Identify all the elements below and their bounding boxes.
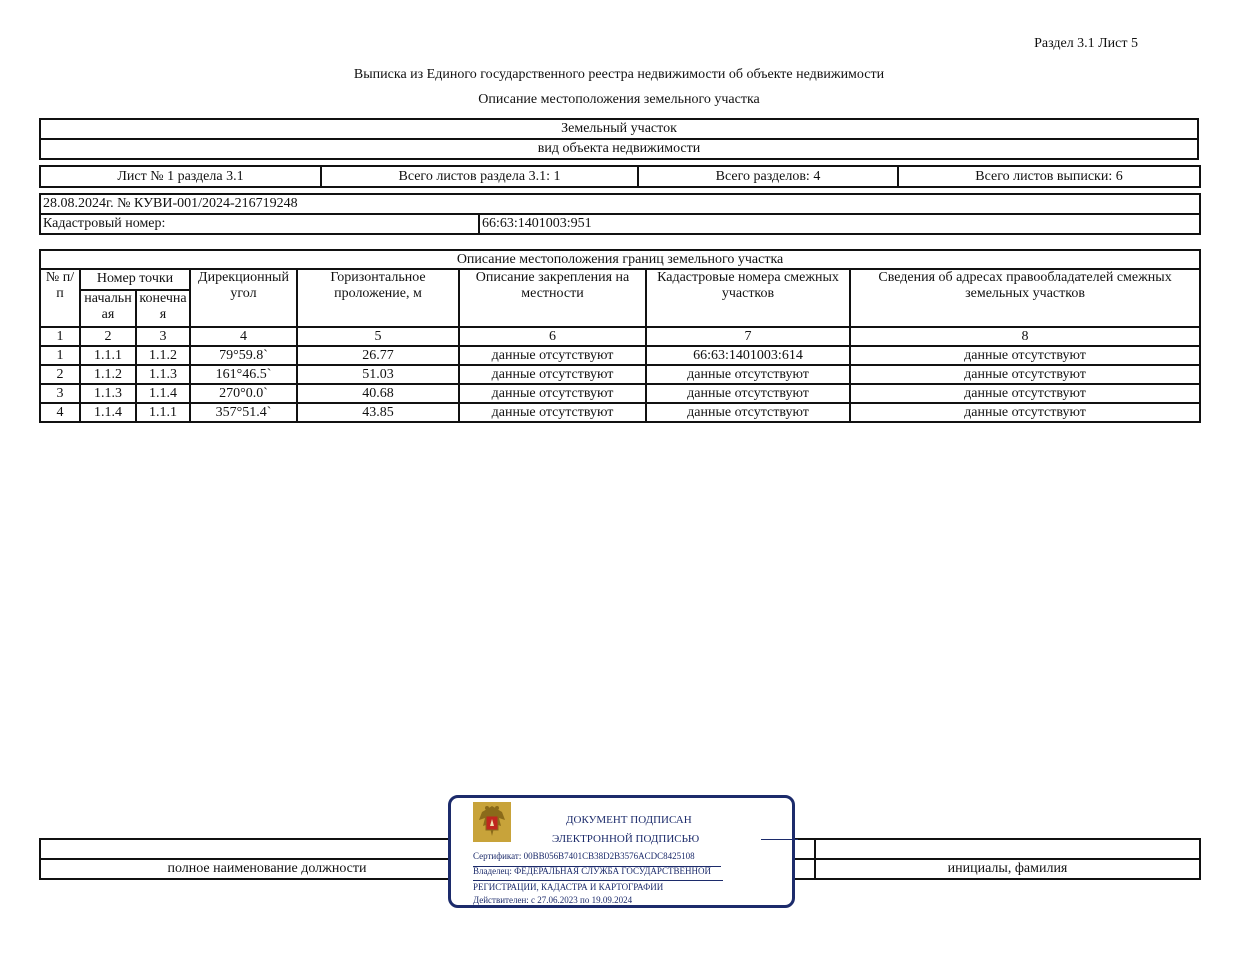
table-row [40, 346, 1200, 365]
cell: 2 [40, 365, 80, 384]
col-number: 3 [136, 327, 190, 346]
stamp-rule [761, 839, 798, 840]
col-number: 2 [80, 327, 136, 346]
cell: 1.1.4 [80, 403, 136, 422]
cell: данные отсутствуют [850, 403, 1200, 422]
name-caption: инициалы, фамилия [815, 859, 1200, 879]
header-fixing: Описание закрепления на местности [459, 269, 646, 327]
e-signature-stamp [448, 795, 795, 908]
stamp-title-1: ДОКУМЕНТ ПОДПИСАН [566, 814, 692, 826]
position-field [40, 839, 494, 859]
cell: 43.85 [297, 403, 459, 422]
cell: 3 [40, 384, 80, 403]
document-title: Выписка из Единого государственного реестра недвижимости об объекте недвижимости [353, 67, 885, 82]
col-number: 4 [190, 327, 297, 346]
record-info-table [39, 193, 1201, 235]
header-start: начальная [80, 290, 136, 327]
cell: данные отсутствуют [459, 346, 646, 365]
stamp-owner-2: РЕГИСТРАЦИИ, КАДАСТРА И КАРТОГРАФИИ [473, 882, 664, 892]
header-end: конечная [136, 290, 190, 327]
total-sheets: Всего листов выписки: 6 [898, 166, 1200, 187]
coat-of-arms-icon [473, 802, 511, 842]
cell: данные отсутствуют [850, 346, 1200, 365]
record-date-number: 28.08.2024г. № КУВИ-001/2024-216719248 [40, 194, 1200, 214]
header-distance: Горизонтальное проложение, м [297, 269, 459, 327]
col-number: 8 [850, 327, 1200, 346]
cell: 4 [40, 403, 80, 422]
name-field [815, 839, 1200, 859]
object-type-caption: вид объекта недвижимости [40, 139, 1198, 159]
stamp-valid: Действителен: с 27.06.2023 по 19.09.2024 [473, 895, 633, 905]
stamp-rule [473, 880, 723, 881]
cell: 51.03 [297, 365, 459, 384]
cell: данные отсутствуют [646, 384, 850, 403]
object-type: Земельный участок [40, 119, 1198, 139]
sheet-number: Лист № 1 раздела 3.1 [40, 166, 321, 187]
header-neighbors: Кадастровые номера смежных участков [646, 269, 850, 327]
cell: данные отсутствуют [646, 365, 850, 384]
cell: 26.77 [297, 346, 459, 365]
header-angle: Дирекционный угол [190, 269, 297, 327]
header-addresses: Сведения об адресах правообладателей смежных земельных участков [850, 269, 1200, 327]
table-row [40, 384, 1200, 403]
cell: данные отсутствуют [459, 403, 646, 422]
table-row [40, 403, 1200, 422]
cell: 1.1.2 [80, 365, 136, 384]
total-sections: Всего разделов: 4 [638, 166, 898, 187]
cell: 270°0.0` [190, 384, 297, 403]
cell: 1.1.2 [136, 346, 190, 365]
total-section-sheets: Всего листов раздела 3.1: 1 [321, 166, 638, 187]
cell: 1.1.3 [80, 384, 136, 403]
cadastral-label: Кадастровый номер: [40, 214, 479, 234]
stamp-certificate: Сертификат: 00BB056B7401CB38D2B3576ACDC8425108 [473, 851, 695, 861]
object-type-table [39, 118, 1199, 160]
stamp-owner: Владелец: ФЕДЕРАЛЬНАЯ СЛУЖБА ГОСУДАРСТВЕННОЙ [473, 866, 712, 876]
cell: 79°59.8` [190, 346, 297, 365]
stamp-title-2: ЭЛЕКТРОННОЙ ПОДПИСЬЮ [552, 833, 700, 845]
cell: 1.1.1 [136, 403, 190, 422]
table-row [40, 365, 1200, 384]
boundaries-title: Описание местоположения границ земельного участка [40, 250, 1200, 269]
col-number: 1 [40, 327, 80, 346]
cell: 161°46.5` [190, 365, 297, 384]
cell: данные отсутствуют [850, 365, 1200, 384]
boundaries-table [39, 249, 1201, 423]
cell: 1 [40, 346, 80, 365]
col-number: 6 [459, 327, 646, 346]
section-sheet-label: Раздел 3.1 Лист 5 [1034, 36, 1138, 51]
cell: 66:63:1401003:614 [646, 346, 850, 365]
document-subtitle: Описание местоположения земельного участка [478, 92, 760, 107]
header-num: № п/п [40, 269, 80, 327]
sheet-info-table [39, 165, 1201, 188]
cell: 1.1.3 [136, 365, 190, 384]
cell: данные отсутствуют [459, 384, 646, 403]
cell: 1.1.1 [80, 346, 136, 365]
cell: 1.1.4 [136, 384, 190, 403]
col-number: 5 [297, 327, 459, 346]
cell: 40.68 [297, 384, 459, 403]
cadastral-number: 66:63:1401003:951 [479, 214, 1200, 234]
header-point: Номер точки [80, 269, 190, 290]
position-caption: полное наименование должности [40, 859, 494, 879]
cell: данные отсутствуют [459, 365, 646, 384]
cell: данные отсутствуют [646, 403, 850, 422]
col-number: 7 [646, 327, 850, 346]
cell: 357°51.4` [190, 403, 297, 422]
cell: данные отсутствуют [850, 384, 1200, 403]
